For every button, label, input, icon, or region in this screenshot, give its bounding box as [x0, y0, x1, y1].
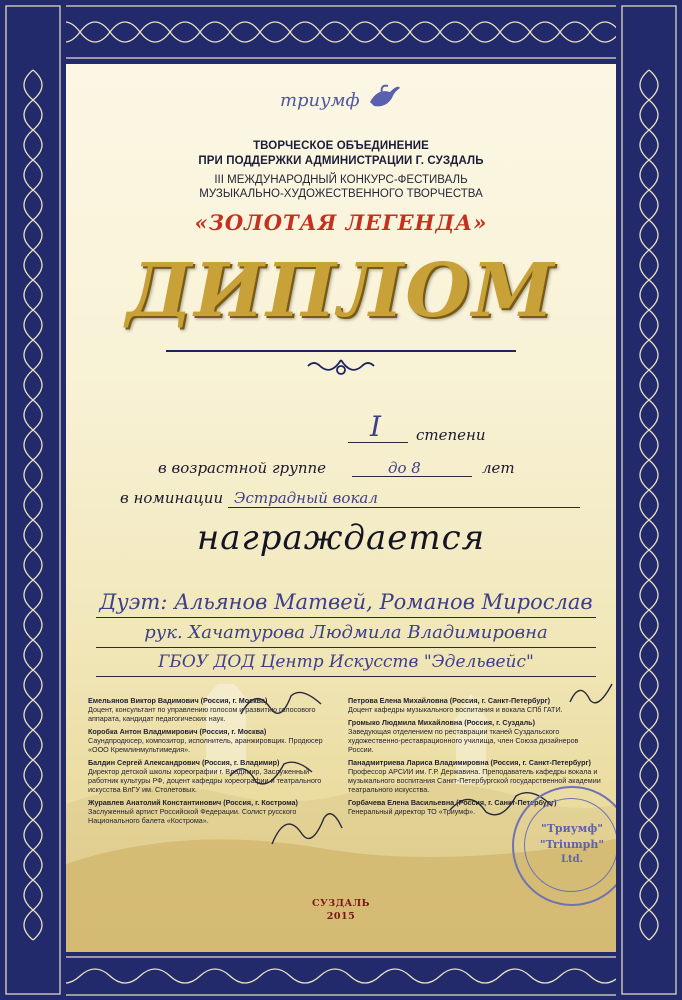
jury-member-name: Громыко Людмила Михайловна (Россия, г. Суздаль) [348, 718, 535, 727]
diploma-title: ДИПЛОМ [126, 248, 556, 334]
festival-name: «ЗОЛОТАЯ ЛЕГЕНДА» [194, 210, 488, 235]
awarded-heading: награждается [196, 518, 486, 558]
age-group-label: в возрастной группе [158, 459, 327, 477]
jury-member-name: Балдин Сергей Александрович (Россия, г. Владимир) [88, 758, 280, 767]
nomination-label: в номинации [120, 489, 224, 507]
age-unit-label: лет [482, 459, 515, 477]
jury-member-name: Панадмитриева Лариса Владимировна (Россия, г. Санкт-Петербург) [348, 758, 591, 767]
degree-value: I [370, 410, 382, 443]
footer-year: 2015 [326, 911, 356, 922]
logo-text: триумф [279, 90, 360, 111]
header-line-2: ПРИ ПОДДЕРЖКИ АДМИНИСТРАЦИИ Г. СУЗДАЛЬ [198, 155, 484, 167]
jury-member-desc: Директор детской школы хореографии г. Владимир, Заслуженный работник культуры РФ, доцент кафедры хореографии и театрального искусства ВлГУ им. Столетовых. [88, 767, 322, 794]
jury-member-desc: Доцент кафедры музыкального воспитания и вокала СПб ГАТИ. [348, 705, 563, 714]
jury-member-desc: Доцент, консультант по управлению голосом и развитию голосового аппарата, кандидат педагогических наук. [88, 705, 316, 723]
jury-member-name: Журавлев Анатолий Константинович (Россия, г. Кострома) [88, 798, 298, 807]
jury-member-desc: Заслуженный артист Российской Федерации. Солист русского Национального балета «Кострома». [88, 807, 297, 825]
jury-member-desc: Профессор АРСИИ им. Г.Р. Державина. Преподаватель кафедры вокала и музыкального воспитания Санкт-Петербургской государственной академии театрального искусства. [348, 767, 601, 794]
jury-member-desc: Заведующая отделением по реставрации тканей Суздальского художественно-реставрационного училища, член Союза дизайнеров России. [348, 727, 579, 754]
jury-member-name: Горбачева Елена Васильевна (Россия, г. Санкт-Петербург) [348, 798, 557, 807]
degree-label: степени [416, 426, 486, 444]
recipient-line-1: Дуэт: Альянов Матвей, Романов Мирослав [99, 590, 593, 614]
frame-top-band [0, 0, 682, 64]
footer-city: СУЗДАЛЬ [311, 898, 371, 909]
frame-bottom-band [0, 952, 682, 1000]
content-border [64, 62, 618, 954]
stamp-line-3: Ltd. [560, 854, 584, 865]
jury-member-name: Емельянов Виктор Вадимович (Россия, г. Москва) [88, 696, 268, 705]
frame-right-band [616, 0, 682, 1000]
stamp-line-2: "Triumph" [539, 838, 605, 851]
header-line-1: ТВОРЧЕСКОЕ ОБЪЕДИНЕНИЕ [253, 140, 429, 152]
header-line-4: МУЗЫКАЛЬНО-ХУДОЖЕСТВЕННОГО ТВОРЧЕСТВА [199, 188, 483, 200]
age-group-value: до 8 [388, 459, 421, 477]
jury-member-desc: Генеральный директор ТО «Триумф». [348, 807, 476, 816]
recipient-line-2: рук. Хачатурова Людмила Владимировна [144, 622, 548, 643]
jury-member-desc: Саундпродюсер, композитор, исполнитель, аранжировщик. Продюсер «ООО Кремлинмультимедия». [88, 736, 323, 754]
header-line-3: III МЕЖДУНАРОДНЫЙ КОНКУРС-ФЕСТИВАЛЬ [214, 174, 468, 186]
nomination-value: Эстрадный вокал [234, 489, 378, 507]
jury-member-name: Коробка Антон Владимирович (Россия, г. Москва) [88, 727, 267, 736]
recipient-line-3: ГБОУ ДОД Центр Искусств "Эдельвейс" [158, 652, 534, 672]
stamp-line-1: "Триумф" [540, 822, 603, 835]
frame-left-band [0, 0, 66, 1000]
jury-member-name: Петрова Елена Михайловна (Россия, г. Санкт-Петербург) [348, 696, 551, 705]
